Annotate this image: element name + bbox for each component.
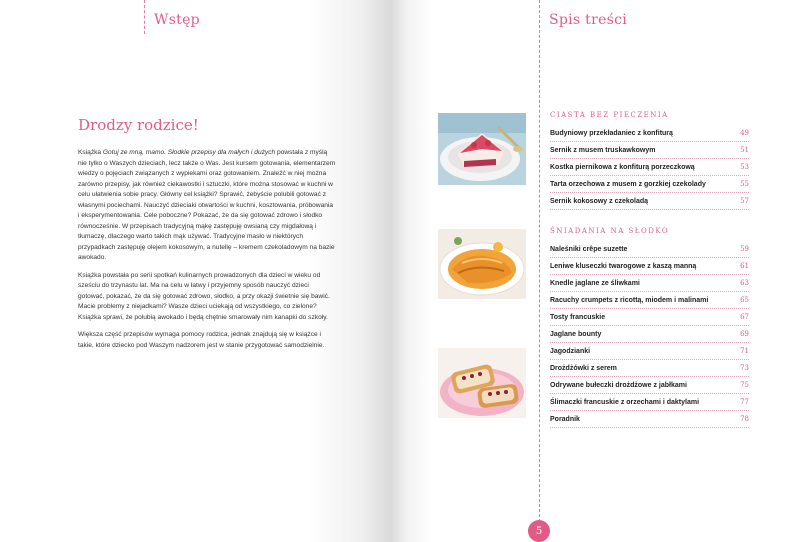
toc-entry-title: Poradnik <box>550 415 580 423</box>
toc-entry-title: Leniwe kluseczki twarogowe z kaszą manną <box>550 262 697 270</box>
toc-entry-title: Ślimaczki francuskie z orzechami i daktylami <box>550 398 700 406</box>
toc-entry-page: 67 <box>740 313 749 321</box>
toc-entry-page: 51 <box>740 146 749 154</box>
toc-entry-page: 77 <box>740 398 749 406</box>
toc-entry-page: 73 <box>740 364 749 372</box>
toc-entry[interactable] <box>550 159 749 176</box>
paragraph-1 <box>78 148 336 264</box>
toc-list-sweet-breakfasts <box>550 241 749 428</box>
toc-entry-page: 75 <box>740 381 749 389</box>
section-title-no-bake: CIASTA BEZ PIECZENIA <box>550 111 669 119</box>
toc-entry-page: 53 <box>740 163 749 171</box>
toc-entry[interactable] <box>550 377 749 394</box>
toc-entry-title: Budyniowy przekładaniec z konfiturą <box>550 129 673 137</box>
running-head-left: Wstęp <box>154 12 200 28</box>
toc-entry-page: 57 <box>740 197 749 205</box>
toc-entry[interactable] <box>550 309 749 326</box>
toc-entry-title: Jagodzianki <box>550 347 591 355</box>
toc-entry[interactable] <box>550 343 749 360</box>
toc-entry[interactable] <box>550 394 749 411</box>
toc-entry-page: 69 <box>740 330 749 338</box>
paragraph-1-lead: Książka <box>78 149 103 156</box>
toc-entry[interactable] <box>550 275 749 292</box>
toc-entry-title: Tarta orzechowa z musem z gorzkiej czekolady <box>550 180 706 188</box>
pastry-photo <box>438 348 526 418</box>
paragraph-3: Większa część przepisów wymaga pomocy rodzica, jednak znajdują się w książce i takie, które dziecko pod Waszym nadzorem jest w stanie przygotować samodzielnie. <box>78 331 325 349</box>
page-divider-line <box>539 0 540 542</box>
section-title-sweet-breakfasts: ŚNIADANIA NA SŁODKO <box>550 227 670 235</box>
page-number-badge: 5 <box>528 520 550 542</box>
toc-entry-page: 49 <box>740 129 749 137</box>
toc-entry-page: 65 <box>740 296 749 304</box>
left-page <box>0 0 392 542</box>
toc-entry-title: Kostka piernikowa z konfiturą porzeczkową <box>550 163 695 171</box>
toc-entry-title: Jaglane bounty <box>550 330 602 338</box>
toc-entry-page: 78 <box>740 415 749 423</box>
toc-entry[interactable] <box>550 411 749 428</box>
book-title-italic: Gotuj ze mną, mamo. Słodkie przepisy dla małych i dużych <box>102 149 276 156</box>
running-head-right: Spis treści <box>549 12 628 28</box>
intro-text <box>78 148 336 358</box>
toc-entry-page: 59 <box>740 245 749 253</box>
toc-entry-title: Odrywane bułeczki drożdżowe z jabłkami <box>550 381 687 389</box>
toc-entry-page: 71 <box>740 347 749 355</box>
toc-entry[interactable] <box>550 360 749 377</box>
toc-entry-title: Racuchy crumpets z ricottą, miodem i malinami <box>550 296 709 304</box>
paragraph-1-text: powstała z myślą nie tylko o Waszych dzieciach, lecz także o Was. Jest kursem gotowania, elementarzem wiedzy o pojęciach związanych z wypiekami oraz gotowaniem. Znaleźć w niej można zarówno przepisy, jak również ciekawostki i sztuczki, które można stosować w kuchni w celu ułatwienia sobie pracy. Główny cel książki? Sprawić, żebyście polubili gotować z własnymi pociechami. Nauczyć dzieciaki otwartości w kuchni, kosztowania, próbowania i eksperymentowania. Cele poboczne? Pokazać, że da się gotować zdrowo i słodko równocześnie. W przepisach tradycyjną mąkę zastępuję owsianą czy migdałową i tłumaczę, dlaczego warto takich mąk używać. Tradycyjne masło w niektórych przypadkach zastępuję olejem kokosowym, a nutellę – kremem czekoladowym na bazie awokado. <box>78 149 336 261</box>
toc-entry-title: Naleśniki crêpe suzette <box>550 245 628 253</box>
toc-entry-title: Drożdżówki z serem <box>550 364 617 372</box>
toc-entry-title: Sernik z musem truskawkowym <box>550 146 656 154</box>
toc-entry[interactable] <box>550 193 749 210</box>
toc-entry[interactable] <box>550 258 749 275</box>
toc-entry[interactable] <box>550 326 749 343</box>
toc-entry[interactable] <box>550 176 749 193</box>
toc-entry-page: 63 <box>740 279 749 287</box>
toc-entry-title: Knedle jaglane ze śliwkami <box>550 279 640 287</box>
toc-entry-title: Sernik kokosowy z czekoladą <box>550 197 649 205</box>
cake-photo <box>438 113 526 185</box>
toc-entry[interactable] <box>550 125 749 142</box>
paragraph-2: Książka powstała po serii spotkań kulinarnych prowadzonych dla dzieci w wieku od sześciu do trzynastu lat. Ma na celu w łatwy i przyjemny sposób nauczyć dzieci gotować, pokazać, że da się gotować zdrowo, słodko, a przy okazji świetnie się bawić. Macie problemy z niejadkami? Wasze dzieci uciekają od wszystkiego, co zielone? Książka sprawi, że polubią awokado i będą chętnie smarowały nim kanapki do szkoły. <box>78 271 330 321</box>
crepes-photo <box>438 229 526 299</box>
toc-entry-title: Tosty francuskie <box>550 313 606 321</box>
toc-entry-page: 55 <box>740 180 749 188</box>
toc-entry-page: 61 <box>740 262 749 270</box>
toc-entry[interactable] <box>550 241 749 258</box>
page-heading: Drodzy rodzice! <box>78 116 199 134</box>
toc-list-no-bake <box>550 125 749 210</box>
toc-entry[interactable] <box>550 142 749 159</box>
right-page <box>392 0 788 542</box>
toc-entry[interactable] <box>550 292 749 309</box>
header-divider-line <box>144 0 145 34</box>
